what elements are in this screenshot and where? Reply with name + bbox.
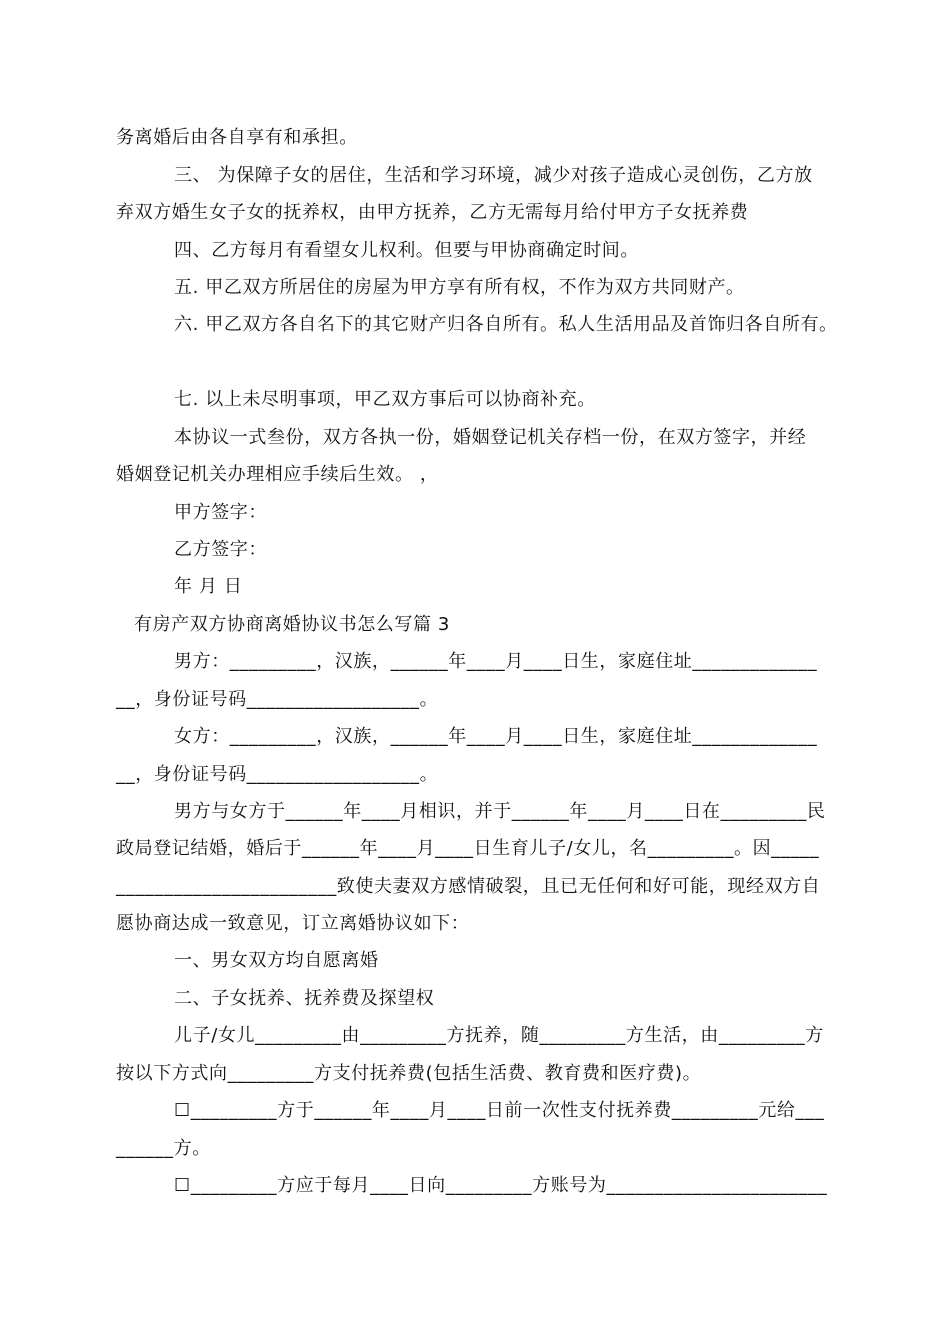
signature-label-party-a: 甲方签字： [174, 502, 267, 523]
text-line: _______________________致使夫妻双方感情破裂，且已无任何和好可能，现经双方自 [116, 876, 821, 897]
text-line: 二、子女抚养、抚养费及探望权 [174, 988, 435, 1009]
text-line: 本协议一式叁份，双方各执一份，婚姻登记机关存档一份，在双方签字，并经 [174, 427, 807, 448]
text-line: 七. 以上未尽明事项，甲乙双方事后可以协商补充。 [174, 389, 596, 410]
text-line: 男方与女方于______年____月相识，并于______年____月____日在_________民 [174, 801, 826, 822]
text-line: 务离婚后由各自享有和承担。 [116, 127, 358, 148]
text-line: 弃双方婚生女子女的抚养权，由甲方抚养，乙方无需每月给付甲方子女抚养费 [116, 202, 749, 223]
text-line: 按以下方式向_________方支付抚养费(包括生活费、教育费和医疗费)。 [116, 1063, 702, 1084]
text-line: ______方。 [116, 1138, 211, 1159]
text-line: 婚姻登记机关办理相应手续后生效。 ， [116, 464, 439, 485]
text-line: 女方：_________，汉族，______年____月____日生，家庭住址_____________ [174, 726, 818, 747]
text-line: 四、乙方每月有看望女儿权利。但要与甲协商确定时间。 [174, 240, 639, 261]
section-title: 有房产双方协商离婚协议书怎么写篇 3 [134, 614, 450, 635]
text-line: __，身份证号码__________________。 [116, 764, 439, 785]
text-line: 五. 甲乙双方所居住的房屋为甲方享有所有权，不作为双方共同财产。 [174, 277, 745, 298]
text-line: 儿子/女儿_________由_________方抚养，随_________方生活，由_________方 [174, 1025, 824, 1046]
text-line: 六. 甲乙双方各自名下的其它财产归各自所有。私人生活用品及首饰归各自所有。 [174, 314, 838, 335]
text-line: 一、男女双方均自愿离婚 [174, 950, 379, 971]
checkbox-option-line: ☐_________方应于每月____日向_________方账号为_______________________ [174, 1175, 828, 1196]
text-line: 愿协商达成一致意见，订立离婚协议如下： [116, 913, 470, 934]
text-line: 男方：_________，汉族，______年____月____日生，家庭住址_____________ [174, 651, 818, 672]
text-line: 政局登记结婚，婚后于______年____月____日生育儿子/女儿，名_________。因_____ [116, 838, 820, 859]
signature-label-party-b: 乙方签字： [174, 539, 267, 560]
checkbox-option-line: ☐_________方于______年____月____日前一次性支付抚养费_________元给___ [174, 1100, 825, 1121]
text-line: __，身份证号码__________________。 [116, 689, 439, 710]
date-line: 年 月 日 [174, 576, 243, 597]
text-line: 三、 为保障子女的居住，生活和学习环境，减少对孩子造成心灵创伤，乙方放 [174, 165, 813, 186]
